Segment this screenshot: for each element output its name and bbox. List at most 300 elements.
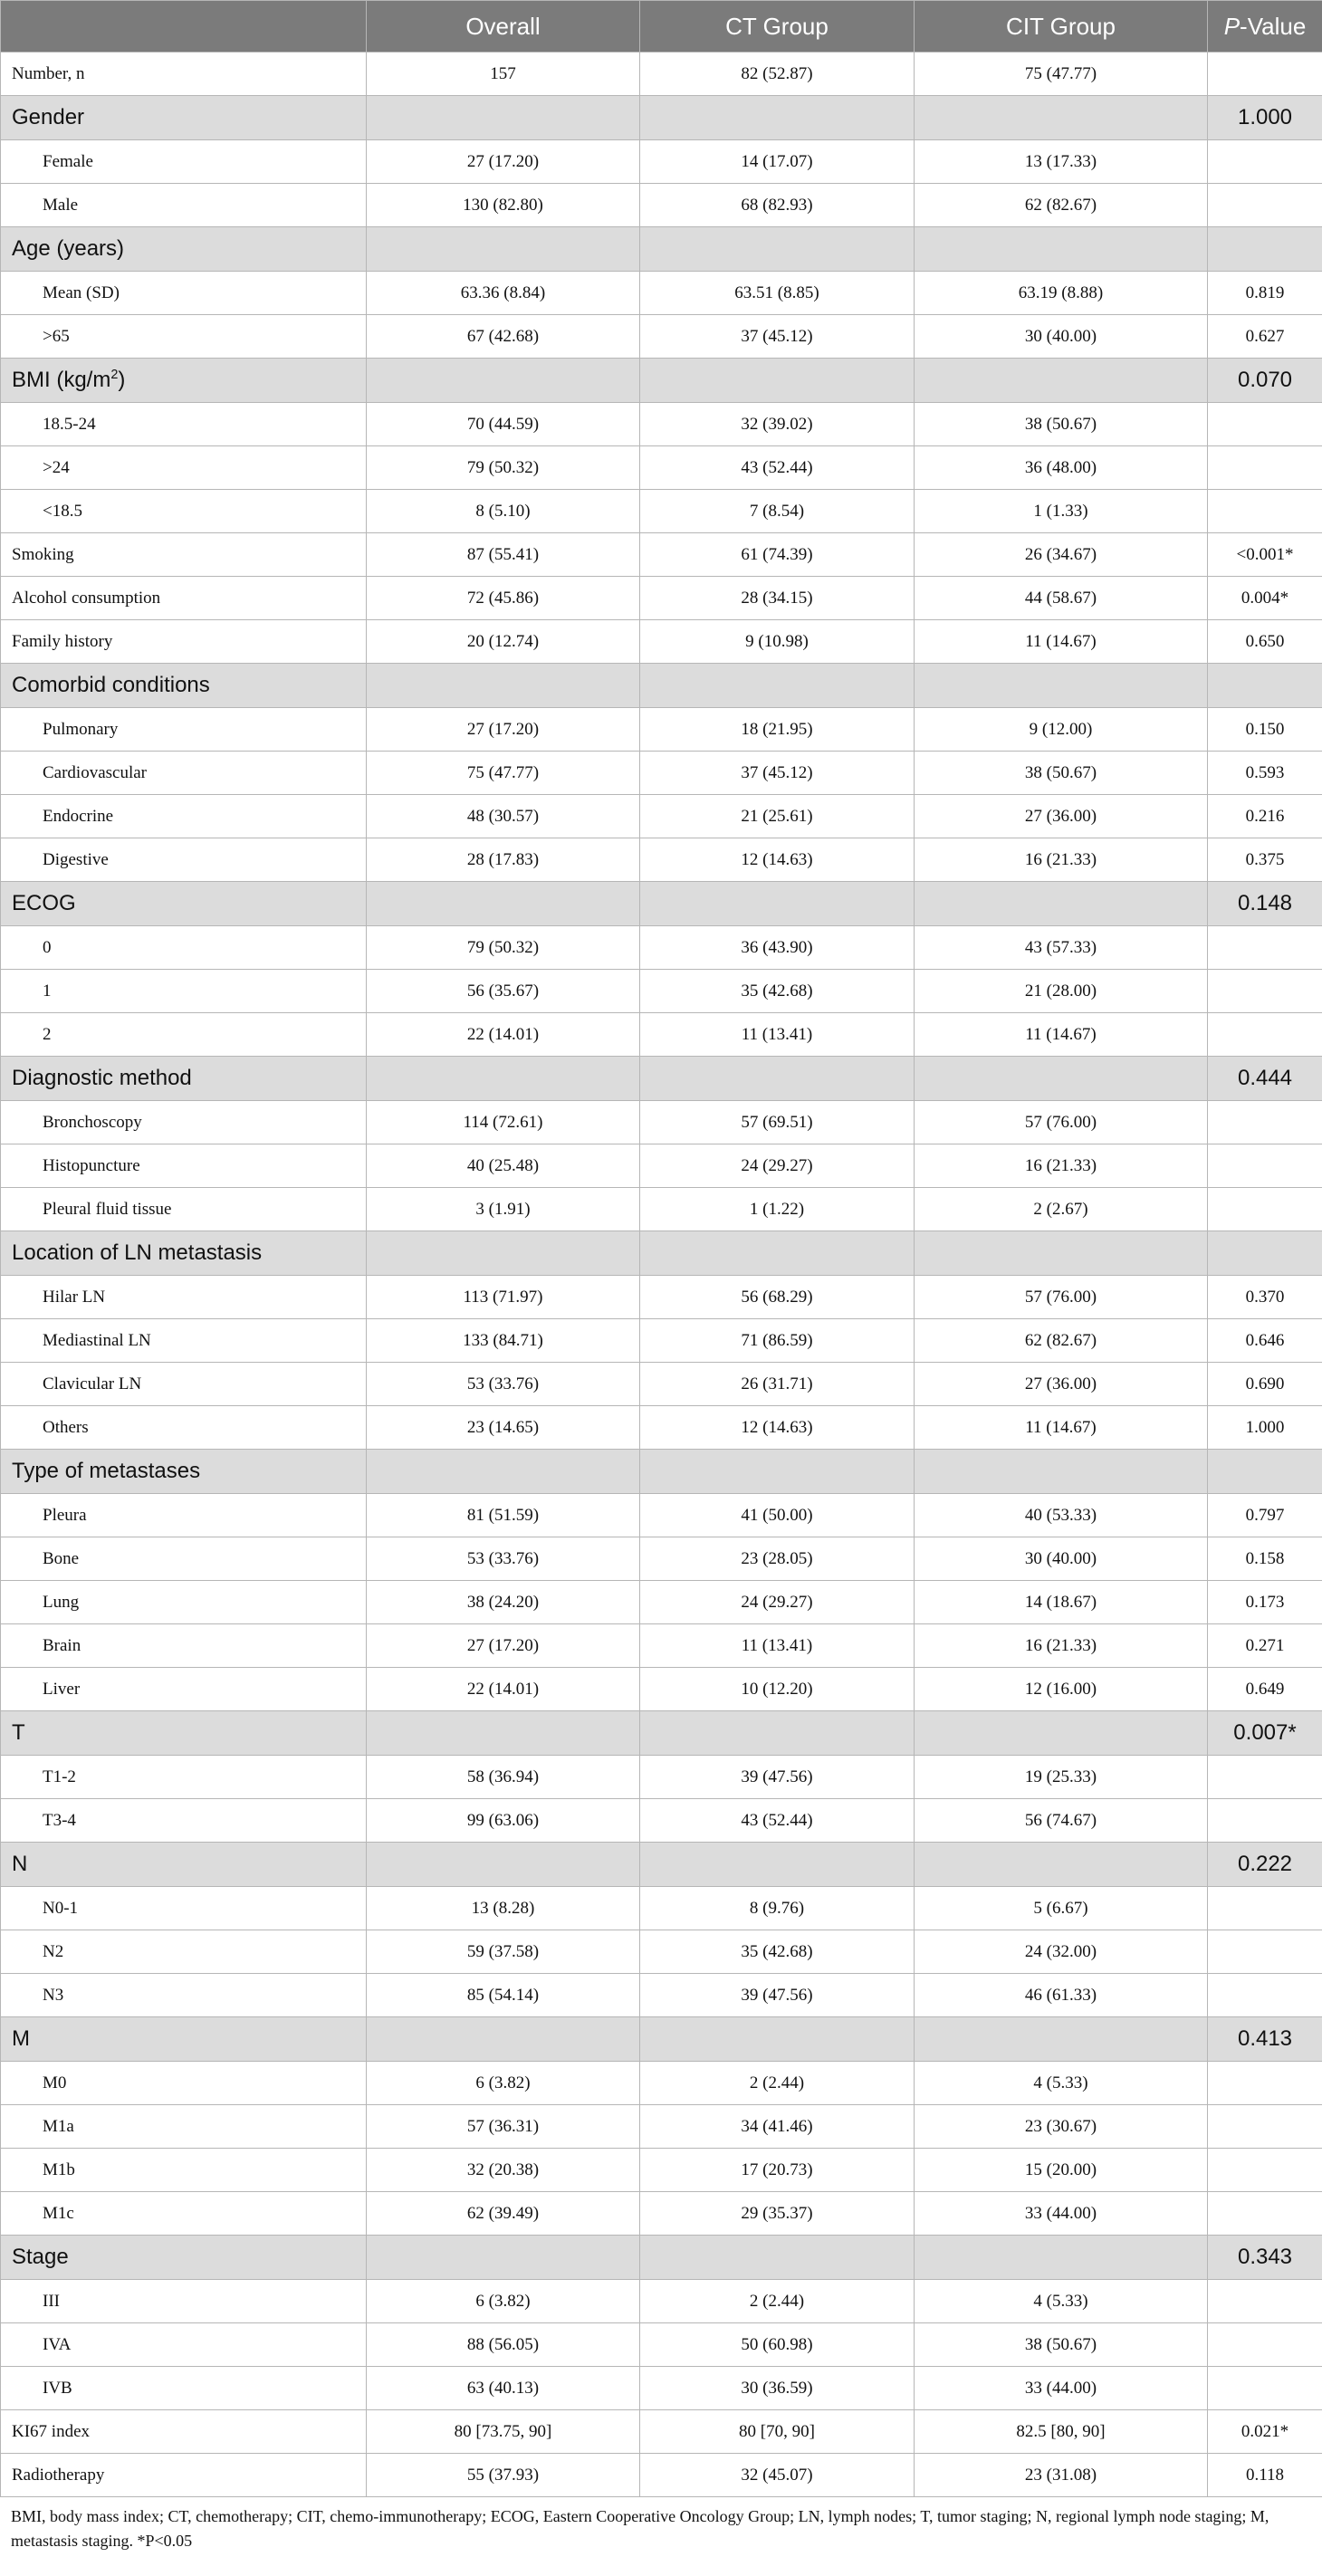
overall-cell: 80 [73.75, 90]	[367, 2410, 640, 2454]
row-label: Histopuncture	[1, 1144, 367, 1188]
table-row	[1, 446, 1322, 490]
cit-group-cell: 44 (58.67)	[915, 577, 1208, 620]
cit-group-cell: 23 (30.67)	[915, 2105, 1208, 2149]
cit-group-cell: 4 (5.33)	[915, 2062, 1208, 2105]
cit-group-cell: 57 (76.00)	[915, 1276, 1208, 1319]
ct-group-cell: 1 (1.22)	[640, 1188, 915, 1231]
ct-group-cell: 10 (12.20)	[640, 1668, 915, 1711]
ct-group-cell: 82 (52.87)	[640, 53, 915, 96]
row-label: Smoking	[1, 533, 367, 577]
section-empty-cell	[367, 664, 640, 708]
section-p-value	[1208, 664, 1322, 708]
row-label: M1a	[1, 2105, 367, 2149]
p-value-cell: 0.650	[1208, 620, 1322, 664]
section-empty-cell	[640, 1450, 915, 1494]
cit-group-cell: 75 (47.77)	[915, 53, 1208, 96]
p-value-cell	[1208, 1013, 1322, 1057]
section-header-row	[1, 96, 1322, 140]
section-label: ECOG	[1, 882, 367, 926]
table-row	[1, 1276, 1322, 1319]
row-label: Mean (SD)	[1, 272, 367, 315]
overall-cell: 59 (37.58)	[367, 1930, 640, 1974]
ct-group-cell: 30 (36.59)	[640, 2367, 915, 2410]
table-row	[1, 1101, 1322, 1144]
section-empty-cell	[915, 1843, 1208, 1887]
row-label: Pulmonary	[1, 708, 367, 752]
section-header-row	[1, 1450, 1322, 1494]
cit-group-cell: 33 (44.00)	[915, 2367, 1208, 2410]
table-row	[1, 2323, 1322, 2367]
overall-cell: 63.36 (8.84)	[367, 272, 640, 315]
cit-group-cell: 62 (82.67)	[915, 184, 1208, 227]
ct-group-cell: 56 (68.29)	[640, 1276, 915, 1319]
section-empty-cell	[367, 227, 640, 272]
overall-cell: 85 (54.14)	[367, 1974, 640, 2017]
cit-group-cell: 82.5 [80, 90]	[915, 2410, 1208, 2454]
row-label: >65	[1, 315, 367, 359]
table-row	[1, 795, 1322, 838]
table-row	[1, 577, 1322, 620]
section-label: Comorbid conditions	[1, 664, 367, 708]
p-value-cell	[1208, 2280, 1322, 2323]
ct-group-cell: 26 (31.71)	[640, 1363, 915, 1406]
p-value-cell: 0.118	[1208, 2454, 1322, 2497]
table-row	[1, 533, 1322, 577]
header-p-value: P-Value	[1208, 1, 1322, 53]
p-value-cell	[1208, 1756, 1322, 1799]
table-row	[1, 1887, 1322, 1930]
cit-group-cell: 19 (25.33)	[915, 1756, 1208, 1799]
section-empty-cell	[915, 227, 1208, 272]
p-value-cell: 0.819	[1208, 272, 1322, 315]
p-value-cell	[1208, 1101, 1322, 1144]
table-row	[1, 2367, 1322, 2410]
ct-group-cell: 24 (29.27)	[640, 1581, 915, 1624]
section-label: Age (years)	[1, 227, 367, 272]
ct-group-cell: 43 (52.44)	[640, 446, 915, 490]
section-p-value: 1.000	[1208, 96, 1322, 140]
cit-group-cell: 27 (36.00)	[915, 1363, 1208, 1406]
ct-group-cell: 11 (13.41)	[640, 1624, 915, 1668]
section-empty-cell	[915, 1231, 1208, 1276]
row-label: Cardiovascular	[1, 752, 367, 795]
ct-group-cell: 7 (8.54)	[640, 490, 915, 533]
table-row	[1, 2149, 1322, 2192]
section-p-value: 0.413	[1208, 2017, 1322, 2062]
ct-group-cell: 37 (45.12)	[640, 752, 915, 795]
table-row	[1, 1799, 1322, 1843]
cit-group-cell: 11 (14.67)	[915, 620, 1208, 664]
cit-group-cell: 15 (20.00)	[915, 2149, 1208, 2192]
table-row	[1, 752, 1322, 795]
cit-group-cell: 16 (21.33)	[915, 1624, 1208, 1668]
row-label: Family history	[1, 620, 367, 664]
overall-cell: 130 (82.80)	[367, 184, 640, 227]
overall-cell: 70 (44.59)	[367, 403, 640, 446]
section-p-value: 0.222	[1208, 1843, 1322, 1887]
p-value-cell	[1208, 2062, 1322, 2105]
ct-group-cell: 41 (50.00)	[640, 1494, 915, 1537]
overall-cell: 55 (37.93)	[367, 2454, 640, 2497]
section-header-row	[1, 2236, 1322, 2280]
section-empty-cell	[640, 359, 915, 403]
overall-cell: 22 (14.01)	[367, 1668, 640, 1711]
p-value-cell	[1208, 403, 1322, 446]
cit-group-cell: 57 (76.00)	[915, 1101, 1208, 1144]
cit-group-cell: 14 (18.67)	[915, 1581, 1208, 1624]
cit-group-cell: 30 (40.00)	[915, 1537, 1208, 1581]
ct-group-cell: 39 (47.56)	[640, 1974, 915, 2017]
cit-group-cell: 33 (44.00)	[915, 2192, 1208, 2236]
section-empty-cell	[640, 2236, 915, 2280]
overall-cell: 81 (51.59)	[367, 1494, 640, 1537]
overall-cell: 6 (3.82)	[367, 2280, 640, 2323]
p-value-cell: 0.646	[1208, 1319, 1322, 1363]
section-p-value: 0.444	[1208, 1057, 1322, 1101]
ct-group-cell: 43 (52.44)	[640, 1799, 915, 1843]
row-label: 18.5-24	[1, 403, 367, 446]
section-empty-cell	[915, 2017, 1208, 2062]
section-empty-cell	[367, 882, 640, 926]
section-empty-cell	[367, 1231, 640, 1276]
table-row	[1, 1624, 1322, 1668]
table-row	[1, 970, 1322, 1013]
ct-group-cell: 21 (25.61)	[640, 795, 915, 838]
row-label: Number, n	[1, 53, 367, 96]
overall-cell: 114 (72.61)	[367, 1101, 640, 1144]
section-empty-cell	[640, 227, 915, 272]
row-label: Female	[1, 140, 367, 184]
section-p-value	[1208, 227, 1322, 272]
header-cit-group: CIT Group	[915, 1, 1208, 53]
p-value-cell	[1208, 2105, 1322, 2149]
p-value-cell	[1208, 53, 1322, 96]
overall-cell: 72 (45.86)	[367, 577, 640, 620]
cit-group-cell: 30 (40.00)	[915, 315, 1208, 359]
overall-cell: 48 (30.57)	[367, 795, 640, 838]
ct-group-cell: 34 (41.46)	[640, 2105, 915, 2149]
cit-group-cell: 12 (16.00)	[915, 1668, 1208, 1711]
ct-group-cell: 35 (42.68)	[640, 1930, 915, 1974]
p-value-cell: 0.158	[1208, 1537, 1322, 1581]
table-row	[1, 620, 1322, 664]
cit-group-cell: 62 (82.67)	[915, 1319, 1208, 1363]
table-row	[1, 1363, 1322, 1406]
section-label: Type of metastases	[1, 1450, 367, 1494]
section-empty-cell	[915, 882, 1208, 926]
cit-group-cell: 1 (1.33)	[915, 490, 1208, 533]
ct-group-cell: 68 (82.93)	[640, 184, 915, 227]
ct-group-cell: 32 (45.07)	[640, 2454, 915, 2497]
table-row	[1, 2410, 1322, 2454]
table-row	[1, 2105, 1322, 2149]
section-label: M	[1, 2017, 367, 2062]
ct-group-cell: 36 (43.90)	[640, 926, 915, 970]
overall-cell: 75 (47.77)	[367, 752, 640, 795]
overall-cell: 63 (40.13)	[367, 2367, 640, 2410]
p-value-cell	[1208, 140, 1322, 184]
section-empty-cell	[915, 664, 1208, 708]
table-row	[1, 315, 1322, 359]
p-value-cell: 0.375	[1208, 838, 1322, 882]
row-label: 1	[1, 970, 367, 1013]
row-label: Bone	[1, 1537, 367, 1581]
p-value-cell	[1208, 926, 1322, 970]
overall-cell: 79 (50.32)	[367, 446, 640, 490]
p-value-cell	[1208, 1144, 1322, 1188]
p-value-cell	[1208, 1799, 1322, 1843]
p-value-cell	[1208, 2192, 1322, 2236]
cit-group-cell: 56 (74.67)	[915, 1799, 1208, 1843]
ct-group-cell: 32 (39.02)	[640, 403, 915, 446]
row-label: IVB	[1, 2367, 367, 2410]
overall-cell: 62 (39.49)	[367, 2192, 640, 2236]
overall-cell: 157	[367, 53, 640, 96]
row-label: III	[1, 2280, 367, 2323]
cit-group-cell: 2 (2.67)	[915, 1188, 1208, 1231]
row-label: >24	[1, 446, 367, 490]
section-empty-cell	[367, 2017, 640, 2062]
row-label: M1c	[1, 2192, 367, 2236]
ct-group-cell: 8 (9.76)	[640, 1887, 915, 1930]
table-row	[1, 838, 1322, 882]
section-empty-cell	[640, 1711, 915, 1756]
section-empty-cell	[640, 96, 915, 140]
p-value-cell: 0.150	[1208, 708, 1322, 752]
ct-group-cell: 12 (14.63)	[640, 1406, 915, 1450]
ct-group-cell: 9 (10.98)	[640, 620, 915, 664]
cit-group-cell: 43 (57.33)	[915, 926, 1208, 970]
section-empty-cell	[367, 1450, 640, 1494]
section-label: Gender	[1, 96, 367, 140]
cit-group-cell: 11 (14.67)	[915, 1013, 1208, 1057]
cit-group-cell: 27 (36.00)	[915, 795, 1208, 838]
cit-group-cell: 21 (28.00)	[915, 970, 1208, 1013]
overall-cell: 8 (5.10)	[367, 490, 640, 533]
overall-cell: 27 (17.20)	[367, 140, 640, 184]
overall-cell: 88 (56.05)	[367, 2323, 640, 2367]
p-value-cell	[1208, 1974, 1322, 2017]
overall-cell: 99 (63.06)	[367, 1799, 640, 1843]
p-value-cell: 0.216	[1208, 795, 1322, 838]
ct-group-cell: 18 (21.95)	[640, 708, 915, 752]
ct-group-cell: 57 (69.51)	[640, 1101, 915, 1144]
cit-group-cell: 38 (50.67)	[915, 2323, 1208, 2367]
section-header-row	[1, 2017, 1322, 2062]
overall-cell: 6 (3.82)	[367, 2062, 640, 2105]
table-row	[1, 1406, 1322, 1450]
table-row	[1, 140, 1322, 184]
row-label: Lung	[1, 1581, 367, 1624]
table-row	[1, 708, 1322, 752]
overall-cell: 57 (36.31)	[367, 2105, 640, 2149]
section-label: T	[1, 1711, 367, 1756]
row-label: Alcohol consumption	[1, 577, 367, 620]
row-label: Male	[1, 184, 367, 227]
section-empty-cell	[367, 1711, 640, 1756]
section-p-value: 0.070	[1208, 359, 1322, 403]
header-ct-group: CT Group	[640, 1, 915, 53]
cit-group-cell: 16 (21.33)	[915, 838, 1208, 882]
ct-group-cell: 14 (17.07)	[640, 140, 915, 184]
section-p-value: 0.343	[1208, 2236, 1322, 2280]
ct-group-cell: 71 (86.59)	[640, 1319, 915, 1363]
table-footnote: BMI, body mass index; CT, chemotherapy; CIT, chemo-immunotherapy; ECOG, Eastern Cooperative Oncology Group; LN, lymph nodes; T, tumor staging; N, regional lymph node staging; M, metastasis staging. *P<0.05	[11, 2507, 1269, 2550]
table-row	[1, 1144, 1322, 1188]
p-value-cell	[1208, 1930, 1322, 1974]
table-row	[1, 1494, 1322, 1537]
row-label: Pleural fluid tissue	[1, 1188, 367, 1231]
p-value-cell	[1208, 1188, 1322, 1231]
ct-group-cell: 24 (29.27)	[640, 1144, 915, 1188]
section-p-value: 0.007*	[1208, 1711, 1322, 1756]
section-empty-cell	[915, 1057, 1208, 1101]
row-label: T3-4	[1, 1799, 367, 1843]
overall-cell: 13 (8.28)	[367, 1887, 640, 1930]
table-row	[1, 1930, 1322, 1974]
row-label: Liver	[1, 1668, 367, 1711]
table-row	[1, 1668, 1322, 1711]
ct-group-cell: 37 (45.12)	[640, 315, 915, 359]
overall-cell: 22 (14.01)	[367, 1013, 640, 1057]
overall-cell: 58 (36.94)	[367, 1756, 640, 1799]
ct-group-cell: 80 [70, 90]	[640, 2410, 915, 2454]
row-label: N0-1	[1, 1887, 367, 1930]
section-empty-cell	[640, 882, 915, 926]
section-p-value	[1208, 1450, 1322, 1494]
p-value-cell	[1208, 1887, 1322, 1930]
cit-group-cell: 9 (12.00)	[915, 708, 1208, 752]
table-row	[1, 490, 1322, 533]
ct-group-cell: 29 (35.37)	[640, 2192, 915, 2236]
row-label: IVA	[1, 2323, 367, 2367]
section-empty-cell	[915, 359, 1208, 403]
overall-cell: 27 (17.20)	[367, 708, 640, 752]
header-characteristic	[1, 1, 367, 53]
row-label: N2	[1, 1930, 367, 1974]
row-label: Radiotherapy	[1, 2454, 367, 2497]
section-header-row	[1, 227, 1322, 272]
overall-cell: 133 (84.71)	[367, 1319, 640, 1363]
ct-group-cell: 39 (47.56)	[640, 1756, 915, 1799]
p-value-cell	[1208, 446, 1322, 490]
p-value-cell: 0.690	[1208, 1363, 1322, 1406]
p-value-cell: 0.173	[1208, 1581, 1322, 1624]
p-value-cell	[1208, 970, 1322, 1013]
table-row	[1, 403, 1322, 446]
cit-group-cell: 11 (14.67)	[915, 1406, 1208, 1450]
ct-group-cell: 35 (42.68)	[640, 970, 915, 1013]
overall-cell: 53 (33.76)	[367, 1537, 640, 1581]
table-row	[1, 926, 1322, 970]
p-value-cell: 0.370	[1208, 1276, 1322, 1319]
section-header-row	[1, 1231, 1322, 1276]
cit-group-cell: 24 (32.00)	[915, 1930, 1208, 1974]
section-header-row	[1, 359, 1322, 403]
overall-cell: 113 (71.97)	[367, 1276, 640, 1319]
cit-group-cell: 46 (61.33)	[915, 1974, 1208, 2017]
overall-cell: 53 (33.76)	[367, 1363, 640, 1406]
cit-group-cell: 40 (53.33)	[915, 1494, 1208, 1537]
overall-cell: 56 (35.67)	[367, 970, 640, 1013]
table-row	[1, 2454, 1322, 2497]
overall-cell: 40 (25.48)	[367, 1144, 640, 1188]
ct-group-cell: 11 (13.41)	[640, 1013, 915, 1057]
table-row	[1, 53, 1322, 96]
section-empty-cell	[640, 1057, 915, 1101]
overall-cell: 28 (17.83)	[367, 838, 640, 882]
table-row	[1, 1188, 1322, 1231]
section-empty-cell	[367, 1057, 640, 1101]
ct-group-cell: 17 (20.73)	[640, 2149, 915, 2192]
p-value-cell: 0.021*	[1208, 2410, 1322, 2454]
row-label: Clavicular LN	[1, 1363, 367, 1406]
p-value-cell: 0.004*	[1208, 577, 1322, 620]
row-label: Mediastinal LN	[1, 1319, 367, 1363]
row-label: Digestive	[1, 838, 367, 882]
overall-cell: 79 (50.32)	[367, 926, 640, 970]
header-overall: Overall	[367, 1, 640, 53]
cit-group-cell: 26 (34.67)	[915, 533, 1208, 577]
overall-cell: 27 (17.20)	[367, 1624, 640, 1668]
p-value-cell: 0.797	[1208, 1494, 1322, 1537]
cit-group-cell: 4 (5.33)	[915, 2280, 1208, 2323]
table-row	[1, 2280, 1322, 2323]
cit-group-cell: 36 (48.00)	[915, 446, 1208, 490]
overall-cell: 32 (20.38)	[367, 2149, 640, 2192]
p-value-cell	[1208, 490, 1322, 533]
section-empty-cell	[640, 1231, 915, 1276]
section-label: Location of LN metastasis	[1, 1231, 367, 1276]
cit-group-cell: 13 (17.33)	[915, 140, 1208, 184]
section-empty-cell	[640, 1843, 915, 1887]
p-value-cell: 1.000	[1208, 1406, 1322, 1450]
table-row	[1, 2062, 1322, 2105]
section-header-row	[1, 882, 1322, 926]
table-row	[1, 1974, 1322, 2017]
row-label: Others	[1, 1406, 367, 1450]
section-label: Stage	[1, 2236, 367, 2280]
p-value-cell: 0.271	[1208, 1624, 1322, 1668]
row-label: 2	[1, 1013, 367, 1057]
section-p-value	[1208, 1231, 1322, 1276]
table-row	[1, 1537, 1322, 1581]
section-label: BMI $(kg/m^2)$	[1, 359, 367, 403]
row-label: 0	[1, 926, 367, 970]
table-body	[1, 53, 1322, 2497]
row-label: N3	[1, 1974, 367, 2017]
section-p-value: 0.148	[1208, 882, 1322, 926]
cit-group-cell: 5 (6.67)	[915, 1887, 1208, 1930]
p-value-cell	[1208, 184, 1322, 227]
p-value-cell: 0.593	[1208, 752, 1322, 795]
ct-group-cell: 63.51 (8.85)	[640, 272, 915, 315]
p-value-cell	[1208, 2149, 1322, 2192]
overall-cell: 87 (55.41)	[367, 533, 640, 577]
row-label: M0	[1, 2062, 367, 2105]
row-label: Brain	[1, 1624, 367, 1668]
p-value-cell: 0.649	[1208, 1668, 1322, 1711]
section-label: Diagnostic method	[1, 1057, 367, 1101]
p-value-cell	[1208, 2367, 1322, 2410]
table-row	[1, 1319, 1322, 1363]
overall-cell: 20 (12.74)	[367, 620, 640, 664]
section-header-row	[1, 664, 1322, 708]
row-label: KI67 index	[1, 2410, 367, 2454]
table-row	[1, 1756, 1322, 1799]
section-empty-cell	[915, 96, 1208, 140]
cit-group-cell: 38 (50.67)	[915, 403, 1208, 446]
